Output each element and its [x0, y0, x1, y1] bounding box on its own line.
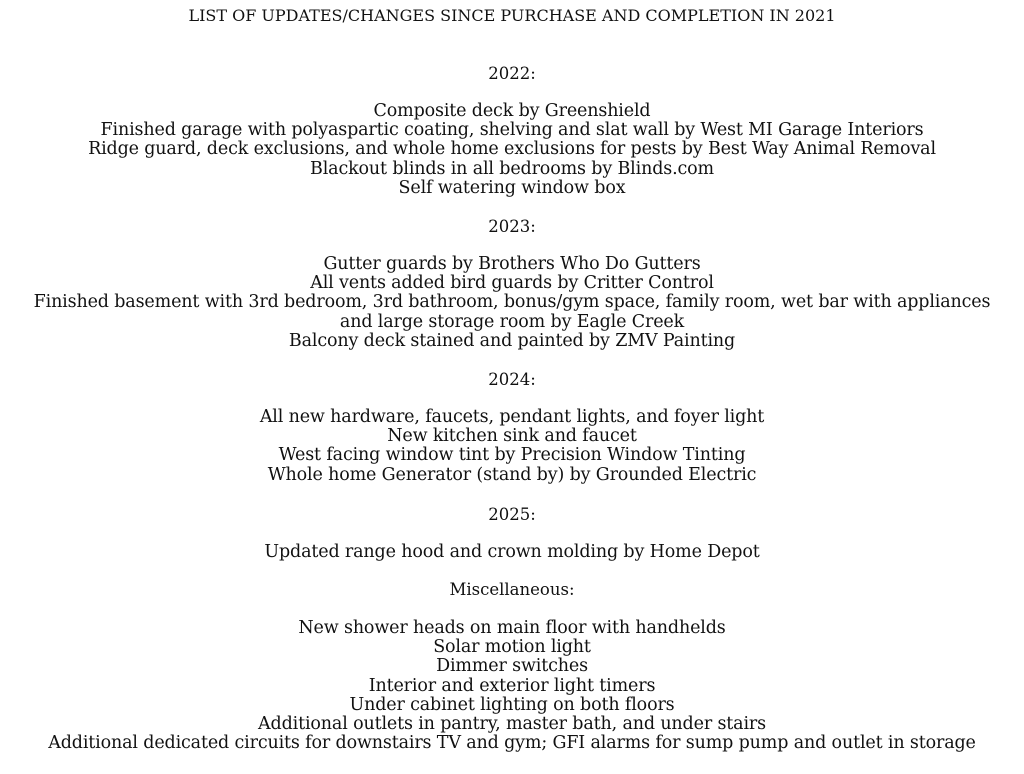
list-item: West facing window tint by Precision Window Tinting: [278, 445, 746, 466]
list-item: Interior and exterior light timers: [368, 675, 656, 696]
section-list-2024: [0, 408, 1024, 485]
list-item: Additional dedicated circuits for downstairs TV and gym; GFI alarms for sump pump and outlet in storage: [48, 733, 976, 754]
list-item: Under cabinet lighting on both floors: [349, 694, 675, 715]
list-item: Ridge guard, deck exclusions, and whole home exclusions for pests by Best Way Animal Removal: [88, 139, 936, 160]
list-item: Self watering window box: [398, 177, 626, 198]
section-heading-miscellaneous: Miscellaneous:: [449, 580, 575, 599]
section-heading-2022: 2022:: [488, 64, 536, 83]
list-item: Whole home Generator (stand by) by Grounded Electric: [267, 464, 757, 485]
list-item: Dimmer switches: [436, 656, 588, 677]
document-title: LIST OF UPDATES/CHANGES SINCE PURCHASE AND COMPLETION IN 2021: [188, 6, 836, 25]
list-item: Balcony deck stained and painted by ZMV Painting: [288, 330, 736, 351]
section-heading-2023: 2023:: [488, 217, 536, 236]
section-list-miscellaneous: [0, 619, 1024, 753]
list-item: New shower heads on main floor with handhelds: [298, 618, 726, 638]
section-list-2022: [0, 102, 1024, 198]
list-item: Finished basement with 3rd bedroom, 3rd bathroom, bonus/gym space, family room, wet bar with appliances: [33, 292, 991, 313]
list-item: Updated range hood and crown molding by Home Depot: [264, 542, 760, 562]
section-list-2023: [0, 255, 1024, 351]
list-item: Additional outlets in pantry, master bath, and under stairs: [258, 714, 766, 735]
list-item: Composite deck by Greenshield: [373, 101, 651, 121]
list-item: Finished garage with polyaspartic coating, shelving and slat wall by West MI Garage Interiors: [100, 120, 924, 141]
section-list-2025: [0, 543, 1024, 562]
list-item: Solar motion light: [433, 637, 591, 658]
section-heading-2024: 2024:: [488, 370, 536, 389]
list-item: New kitchen sink and faucet: [387, 426, 637, 447]
list-item: All new hardware, faucets, pendant lights, and foyer light: [259, 407, 765, 427]
section-heading-2025: 2025:: [488, 505, 536, 524]
list-item: Blackout blinds in all bedrooms by Blinds.com: [310, 158, 714, 179]
list-item: and large storage room by Eagle Creek: [339, 311, 685, 332]
list-item: All vents added bird guards by Critter Control: [310, 273, 714, 294]
list-item: Gutter guards by Brothers Who Do Gutters: [323, 254, 701, 274]
